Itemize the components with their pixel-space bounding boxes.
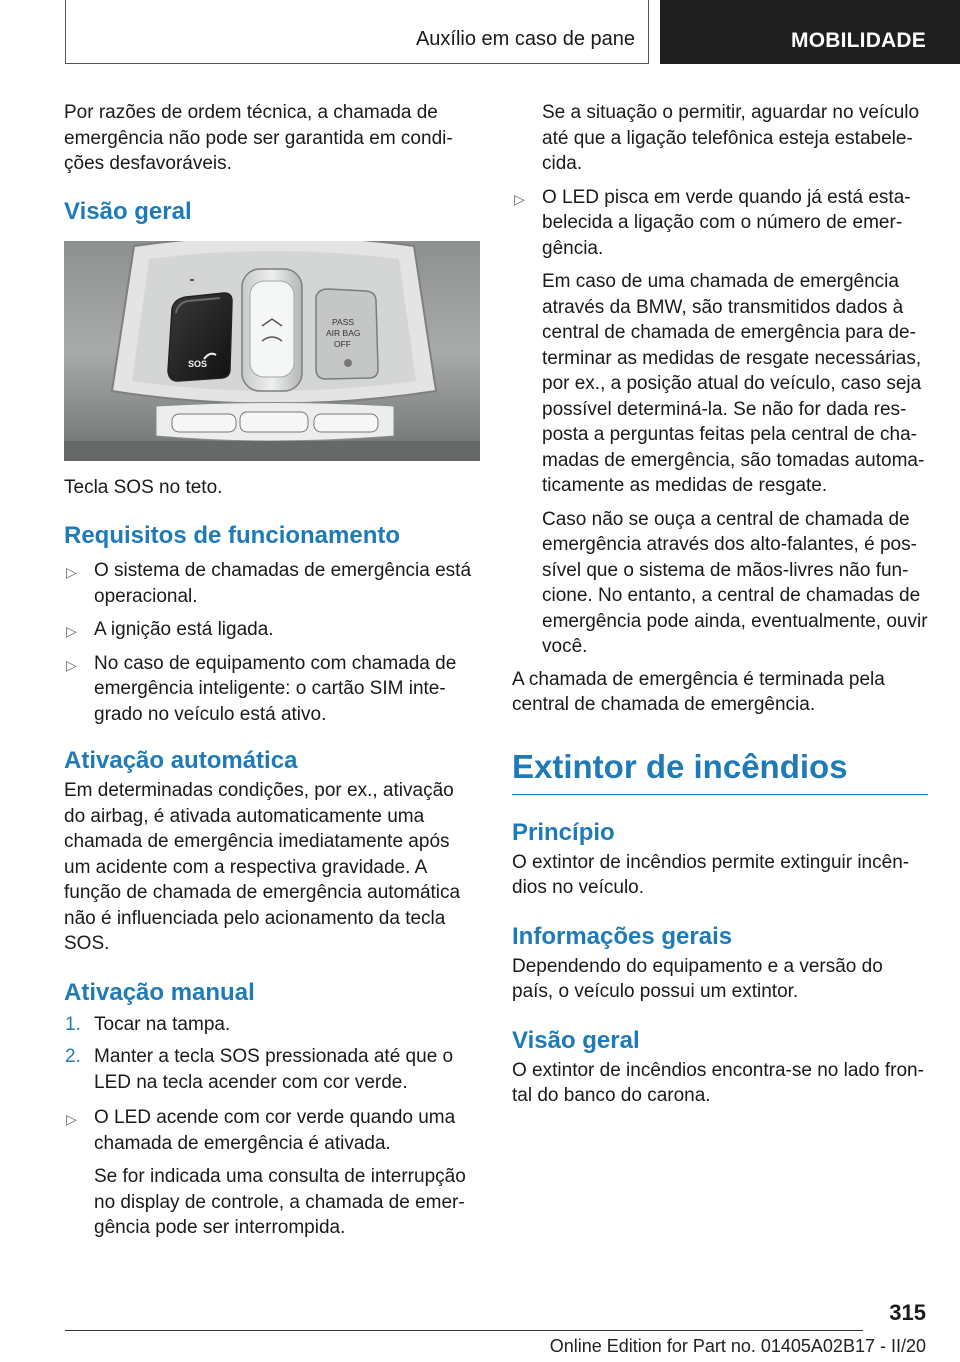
- call-end-paragraph: A chamada de emergência é terminada pela central de chamada de emergência.: [512, 668, 885, 715]
- sos-key-label: SOS: [188, 358, 208, 369]
- left-column: [64, 100, 480, 1241]
- header-rule-left: [65, 0, 66, 64]
- edition-line: Online Edition for Part no. 01405A02B17 - II/20: [549, 1336, 926, 1356]
- pass-airbag-label-1: PASS: [332, 316, 355, 327]
- footer-rule: [65, 1330, 863, 1331]
- heading-manual-activation: Ativação manual: [64, 978, 255, 1006]
- header-section-title: Auxílio em caso de pane: [415, 28, 635, 50]
- triangle-bullet-icon: ▷: [66, 1111, 77, 1127]
- list-item: ▷ O LED pisca em verde quando já está estabelecida a ligação com o número de emergência.: [514, 186, 911, 259]
- manual-steps: [64, 1012, 480, 1241]
- manual-sub-paragraph: Se for indicada uma consulta de interrupção no display de controle, a chamada de emergência pode ser interrompida.: [94, 1166, 466, 1238]
- sos-panel-illustration: [64, 241, 480, 461]
- pass-airbag-label-3: OFF: [334, 338, 351, 349]
- heading-overview-extinguisher: Visão geral: [512, 1026, 640, 1054]
- data-transmission-paragraph: Em caso de uma chamada de emergência através da BMW, são transmitidos dados à central de chamada de emergência para determinar as medidas de resgate necessárias, por ex., a posição atual do veículo, caso seja possível determiná-la. Se não for dada resposta a perguntas feitas pela central de chamadas de emergência, são tomadas automaticamente as medidas de resgate.: [542, 271, 925, 496]
- heading-principle: Princípio: [512, 818, 615, 846]
- list-item: ▷ A ignição está ligada.: [64, 617, 480, 643]
- handsfree-paragraph: Caso não se ouça a central de chamada de emergência através dos alto-falantes, é possível que o sistema de mãos-livres não funcione. No entanto, a central de chamadas de emergência pode ainda, eventualmente, ouvir você.: [542, 508, 928, 657]
- principle-paragraph: O extintor de incêndios permite extinguir incêndios no veículo.: [512, 851, 910, 898]
- step-item: 2. Manter a tecla SOS pressionada até que o LED na tecla acender com cor verde.: [65, 1046, 454, 1093]
- intro-paragraph: Por razões de ordem técnica, a chamada de emergência não pode ser garantida em condições desfavoráveis.: [64, 102, 453, 174]
- continuation-paragraph: Se a situação o permitir, aguardar no veículo até que a ligação telefônica esteja estabelecida.: [542, 102, 920, 174]
- extinguisher-location-paragraph: O extintor de incêndios encontra-se no lado frontal do banco do carona.: [512, 1059, 924, 1106]
- page-number: 315: [889, 1300, 926, 1325]
- header-rule-mid: [648, 0, 649, 64]
- image-caption: Tecla SOS no teto.: [64, 476, 223, 498]
- triangle-bullet-icon: ▷: [66, 623, 77, 639]
- requirements-list: [64, 558, 480, 727]
- auto-activation-paragraph: Em determinadas condições, por ex., ativação do airbag, é ativada automaticamente uma chamada de emergência imediatamente após um acidente com a respectiva gravidade. A função de chamada de emergência automática não é influenciada pelo acionamento da tecla SOS.: [64, 780, 461, 954]
- step-item: 1. Tocar na tampa.: [65, 1013, 231, 1035]
- general-info-paragraph: Dependendo do equipamento e a versão do país, o veículo possui um extintor.: [512, 955, 883, 1002]
- heading-fire-extinguisher: Extintor de incêndios: [512, 747, 848, 785]
- list-item: ▷ O sistema de chamadas de emergência está operacional.: [66, 560, 472, 607]
- header-rule-bottom: [65, 63, 649, 64]
- triangle-bullet-icon: ▷: [66, 564, 77, 580]
- heading-auto-activation: Ativação automática: [64, 747, 298, 774]
- heading-overview: Visão geral: [64, 197, 192, 225]
- header-chapter-tab[interactable]: [660, 0, 960, 64]
- heading-requirements: Requisitos de funcionamento: [64, 522, 401, 549]
- chapter-tab-label: MOBILIDADE: [791, 29, 926, 52]
- heading-rule: [512, 794, 928, 795]
- sos-button-photo: [64, 241, 480, 461]
- right-column: [512, 100, 928, 1109]
- triangle-bullet-icon: ▷: [514, 190, 525, 207]
- list-item: ▷ No caso de equipamento com chamada de emergência inteligente: o cartão SIM integrado no veículo está ativo.: [66, 652, 457, 725]
- pass-airbag-label-2: AIR BAG: [326, 327, 361, 338]
- list-item: ▷ O LED acende com cor verde quando uma chamada de emergência é ativada.: [66, 1107, 456, 1154]
- heading-general-info: Informações gerais: [512, 922, 733, 950]
- triangle-bullet-icon: ▷: [66, 656, 77, 673]
